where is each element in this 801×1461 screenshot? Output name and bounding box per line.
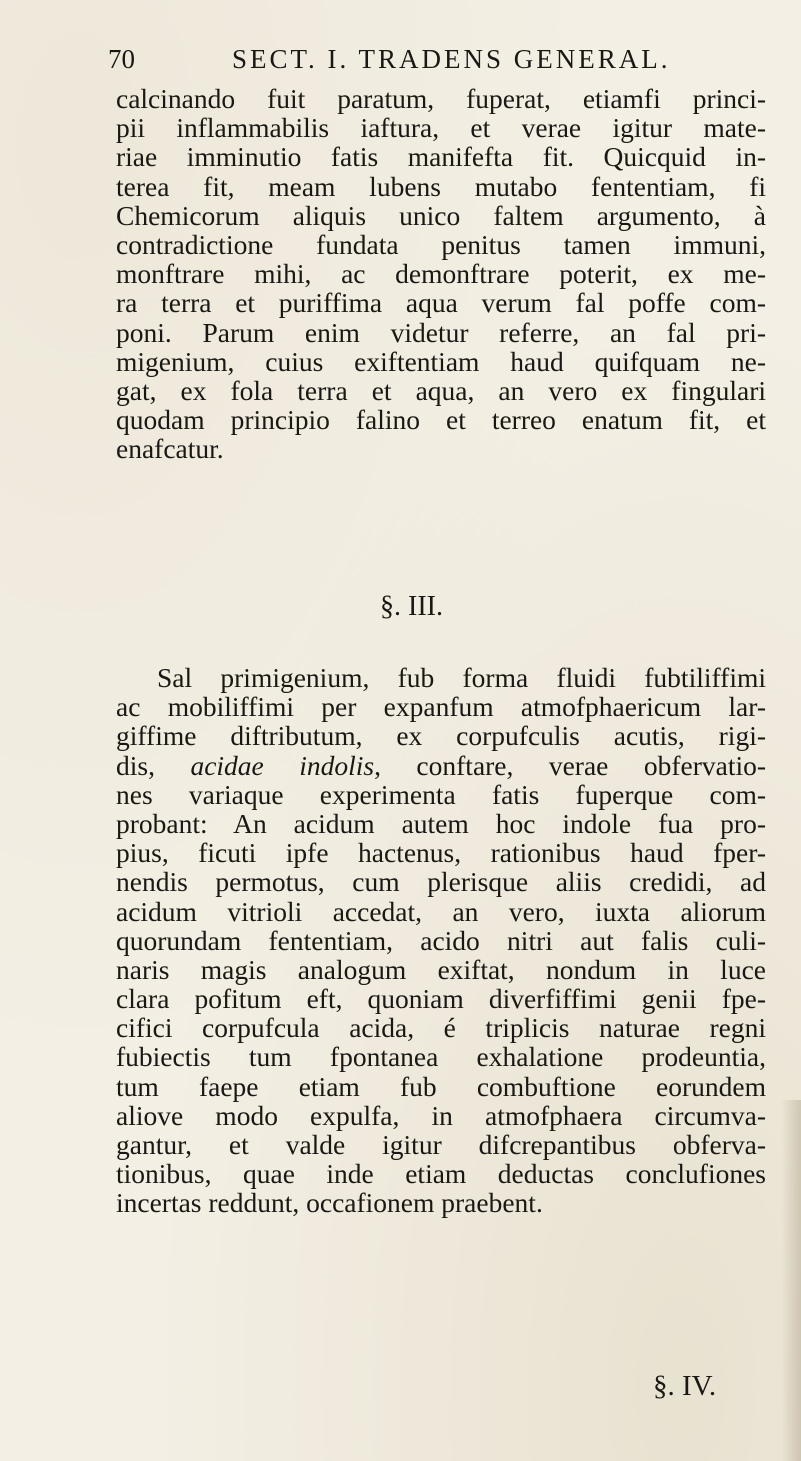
page-number: 70 — [108, 44, 135, 74]
section-heading: §. III. — [380, 591, 443, 622]
text-line: giffime diftributum, ex corpufculis acutis, rigi- — [116, 720, 766, 752]
page-edge-shadow — [781, 1100, 801, 1461]
text-line: pii inflammabilis iaftura, et verae igitur mate- — [116, 112, 766, 144]
italic-phrase: acidae indolis — [190, 749, 375, 781]
line-start: dis, — [116, 749, 191, 781]
text-line: riae imminutio fatis manifefta fit. Quicquid in- — [116, 141, 766, 173]
text-line: calcinando fuit paratum, fuperat, etiamfi princi- — [116, 83, 766, 114]
running-head — [108, 44, 728, 84]
text-line: probant: An acidum autem hoc indole fua pro- — [116, 807, 766, 839]
text-line-with-italic — [116, 751, 766, 780]
text-line: monftrare mihi, ac demonftrare poterit, ex me- — [116, 258, 766, 290]
text-line: migenium, cuius exiftentiam haud quifquam ne- — [116, 345, 766, 377]
text-line: quorundam fententiam, acido nitri aut falis culi- — [116, 924, 766, 956]
text-line: aliove modo expulfa, in atmofphaera circumva- — [116, 1099, 766, 1131]
text-line: pius, ficuti ipfe hactenus, rationibus haud fper- — [116, 837, 766, 869]
text-line: quodam principio falino et terreo enatum fit, et — [116, 404, 766, 436]
text-line: tum faepe etiam fub combuftione eorundem — [116, 1070, 766, 1102]
text-line: Chemicorum aliquis unico faltem argumento, à — [116, 199, 766, 231]
text-line: naris magis analogum exiftat, nondum in luce — [116, 953, 766, 985]
text-line: poni. Parum enim videtur referre, an fal pri- — [116, 316, 766, 348]
text-line: tionibus, quae inde etiam deductas conclufiones — [116, 1158, 766, 1190]
text-line: terea fit, meam lubens mutabo fententiam, fi — [116, 170, 766, 202]
text-line: acidum vitrioli accedat, an vero, iuxta aliorum — [116, 895, 766, 927]
line-end: , conftare, verae obfervatio- — [374, 749, 767, 781]
text-line: enafcatur. — [116, 433, 224, 465]
text-line: gat, ex fola terra et aqua, an vero ex fingulari — [116, 374, 766, 406]
text-line: contradictione fundata penitus tamen immuni, — [116, 228, 766, 260]
paragraph-1 — [116, 84, 766, 463]
text-line: gantur, et valde igitur difcrepantibus obferva- — [116, 1129, 766, 1160]
text-line: ra terra et puriffima aqua verum fal poffe com- — [116, 287, 766, 319]
catchword-next-section: §. IV. — [653, 1370, 717, 1402]
text-line: nendis permotus, cum plerisque aliis credidi, ad — [116, 866, 766, 898]
text-line: ac mobiliffimi per expanfum atmofphaericum lar- — [116, 691, 766, 723]
text-line: cifici corpufcula acida, é triplicis naturae regni — [116, 1012, 766, 1044]
text-line: fubiectis tum fpontanea exhalatione prodeuntia, — [116, 1041, 766, 1073]
paragraph-2 — [116, 663, 766, 1218]
text-line: incertas reddunt, occafionem praebent. — [116, 1187, 543, 1219]
running-head-title: SECT. I. TRADENS GENERAL. — [232, 44, 671, 74]
text-line: nes variaque experimenta fatis fuperque com- — [116, 778, 766, 810]
text-line: Sal primigenium, fub forma fluidi fubtiliffimi — [157, 662, 766, 693]
text-line: clara pofitum eft, quoniam diverfiffimi genii fpe- — [116, 983, 766, 1015]
